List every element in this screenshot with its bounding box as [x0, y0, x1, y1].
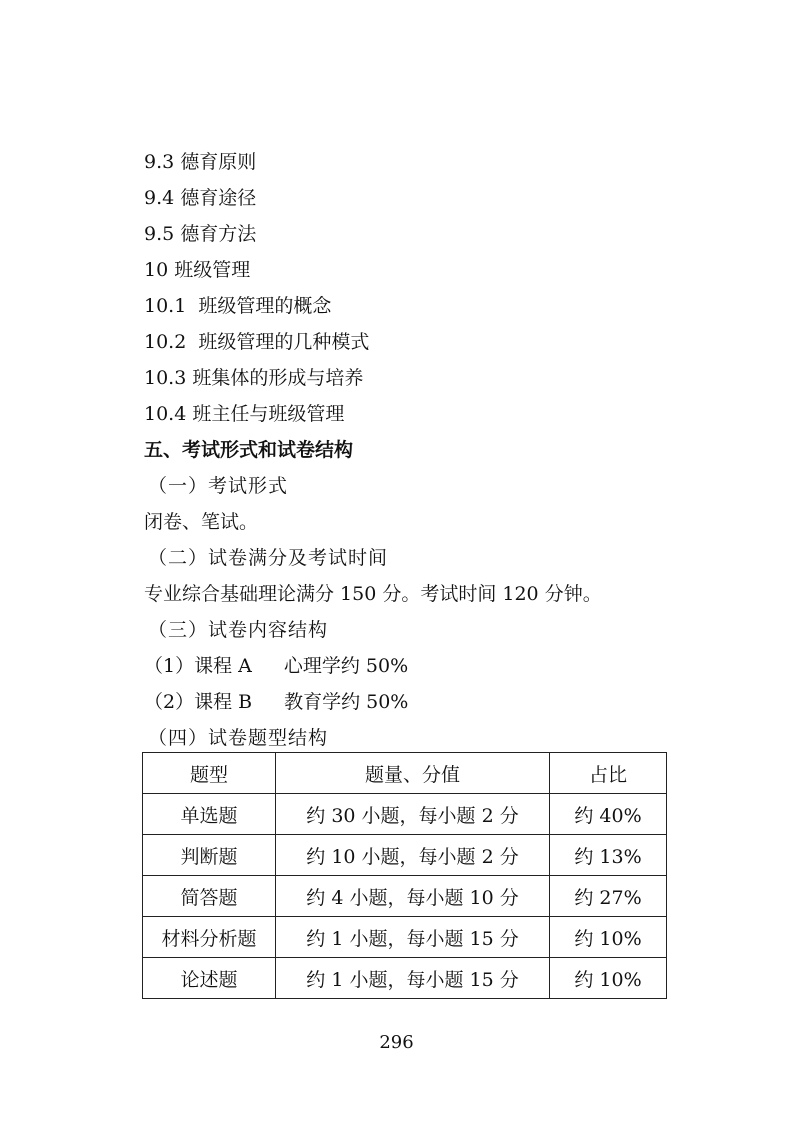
exam-form-heading: （一）考试形式 [148, 475, 289, 497]
table-row [143, 835, 667, 876]
table-row [143, 917, 667, 958]
table-row [143, 876, 667, 917]
exam-form-text: 闭卷、笔试。 [144, 511, 259, 533]
section-title: 五、考试形式和试卷结构 [144, 439, 354, 461]
table-cell: 约 10% [550, 958, 667, 999]
table-cell: 约 1 小题，每小题 15 分 [276, 917, 550, 958]
table-header-row [143, 753, 667, 794]
outline-item-9-3: 9.3 德育原则 [144, 151, 257, 173]
content-item-value: 心理学约 50% [283, 655, 409, 677]
score-time-heading: （二）试卷满分及考试时间 [148, 547, 389, 569]
outline-item-10: 10 班级管理 [144, 259, 251, 281]
content-item-label: （1）课程 A [144, 655, 252, 677]
table-cell: 约 13% [550, 835, 667, 876]
content-item [144, 690, 408, 714]
column-header: 占比 [550, 753, 667, 794]
page-number: 296 [379, 1032, 414, 1053]
table-cell: 论述题 [143, 958, 276, 999]
score-time-text: 专业综合基础理论满分 150 分。考试时间 120 分钟。 [144, 583, 602, 605]
table-cell: 材料分析题 [143, 917, 276, 958]
column-header: 题型 [143, 753, 276, 794]
table-cell: 约 30 小题，每小题 2 分 [276, 794, 550, 835]
table-cell: 约 10% [550, 917, 667, 958]
table-cell: 约 4 小题，每小题 10 分 [276, 876, 550, 917]
question-structure-table [142, 752, 667, 999]
table-cell: 约 10 小题，每小题 2 分 [276, 835, 550, 876]
outline-item-9-4: 9.4 德育途径 [144, 187, 257, 209]
content-structure-heading: （三）试卷内容结构 [148, 619, 329, 641]
outline-item-10-1: 10.1 班级管理的概念 [144, 295, 332, 317]
content-item-label: （2）课程 B [144, 691, 253, 713]
outline-item-10-4: 10.4 班主任与班级管理 [144, 403, 345, 425]
content-item-value: 教育学约 50% [284, 691, 409, 713]
table-row [143, 958, 667, 999]
table-row [143, 794, 667, 835]
question-structure-heading: （四）试卷题型结构 [148, 727, 329, 749]
table-cell: 约 40% [550, 794, 667, 835]
table-cell: 单选题 [143, 794, 276, 835]
column-header: 题量、分值 [276, 753, 550, 794]
outline-item-10-2: 10.2 班级管理的几种模式 [144, 331, 370, 353]
table-cell: 约 27% [550, 876, 667, 917]
content-item [144, 654, 408, 678]
outline-item-10-3: 10.3 班集体的形成与培养 [144, 367, 364, 389]
outline-item-9-5: 9.5 德育方法 [144, 223, 257, 245]
table-cell: 判断题 [143, 835, 276, 876]
table-cell: 简答题 [143, 876, 276, 917]
table-cell: 约 1 小题，每小题 15 分 [276, 958, 550, 999]
